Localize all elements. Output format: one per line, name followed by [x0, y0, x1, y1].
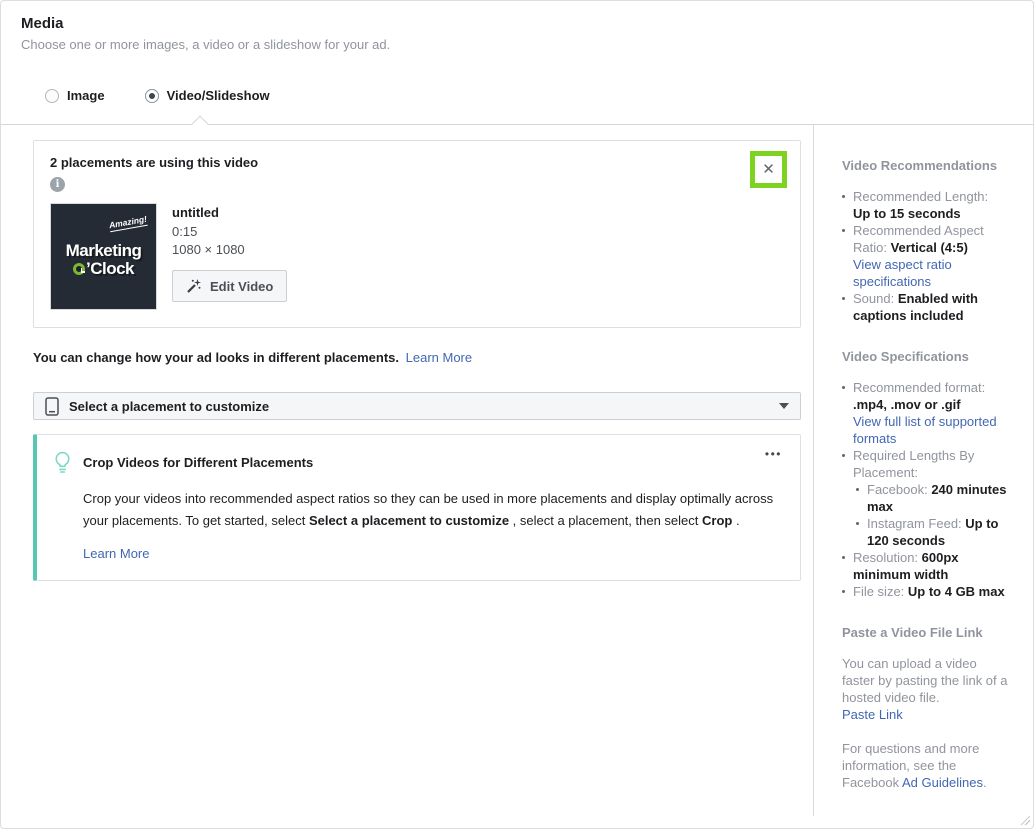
- text-segment: Recommended Length:: [853, 189, 989, 204]
- bullet-dot: [856, 488, 859, 491]
- inline-link[interactable]: Paste Link: [842, 707, 903, 722]
- media-type-selector: [45, 88, 1033, 103]
- text-segment: Facebook:: [867, 482, 932, 497]
- placement-dropdown-label: Select a placement to customize: [69, 398, 270, 414]
- bullet-text: [853, 379, 1011, 447]
- thumbnail-badge-text: Amazing!: [107, 213, 148, 231]
- inline-link[interactable]: View full list of supported formats: [853, 414, 997, 446]
- video-duration: 0:15: [172, 224, 198, 239]
- page-header: [1, 1, 1033, 52]
- bullet-text: [853, 222, 1011, 290]
- inline-link[interactable]: Ad Guidelines: [902, 775, 983, 790]
- placement-customize-dropdown[interactable]: [33, 392, 801, 420]
- device-icon: [45, 397, 59, 416]
- section-divider: [1, 124, 1033, 125]
- sidebar-section-title: Video Recommendations: [842, 158, 998, 173]
- clock-icon: [73, 263, 85, 275]
- sidebar-section-title: Paste a Video File Link: [842, 625, 983, 640]
- main-column: [1, 125, 813, 816]
- crop-tip-link-row: [83, 546, 784, 561]
- text-segment: Sound:: [853, 291, 898, 306]
- placements-note-line: [33, 350, 801, 365]
- bullet-text: [853, 549, 1011, 583]
- remove-video-button[interactable]: [750, 151, 787, 188]
- bullet-dot: [856, 522, 859, 525]
- video-card: [33, 140, 801, 328]
- media-row: [50, 203, 784, 310]
- text-segment: , select a placement, then select: [509, 513, 702, 528]
- bullet-text: [853, 188, 1011, 222]
- bullet-text: [867, 515, 1011, 549]
- text-segment: 600px minimum width: [853, 550, 959, 582]
- text-segment: 240 minutes max: [867, 482, 1007, 514]
- text-segment: Resolution:: [853, 550, 922, 565]
- placements-note-text: You can change how your ad looks in different placements.: [33, 350, 399, 365]
- bullet-dot: [842, 556, 845, 559]
- video-thumbnail[interactable]: [50, 203, 157, 310]
- sidebar-paragraph: [842, 655, 1011, 723]
- sidebar-section-title: Video Specifications: [842, 349, 969, 364]
- lightbulb-icon: [54, 451, 71, 474]
- bullet-text: [867, 481, 1011, 515]
- radio-button-image[interactable]: [45, 89, 59, 103]
- edit-video-label: Edit Video: [210, 278, 274, 294]
- sidebar-bullet: [842, 379, 1011, 447]
- bullet-dot: [842, 590, 845, 593]
- text-segment: Select a placement to customize: [308, 513, 510, 528]
- bullet-dot: [842, 386, 845, 389]
- more-options-button[interactable]: •••: [764, 447, 782, 461]
- crop-learn-more-link[interactable]: Learn More: [83, 546, 150, 561]
- text-segment: Enabled with captions included: [853, 291, 978, 323]
- sidebar-section: [842, 158, 1011, 324]
- bullet-text: [853, 290, 1011, 324]
- text-segment: Crop your videos into recommended aspect ratios so they can be used in more placements and display optimally across your placements. To get started, select: [83, 491, 774, 528]
- text-segment: .mp4, .mov or .gif: [853, 397, 961, 412]
- sidebar-paragraph: [842, 740, 1011, 791]
- sidebar-sections: [813, 125, 1033, 816]
- crop-tip-title: Crop Videos for Different Placements: [83, 455, 314, 470]
- info-icon[interactable]: i: [50, 177, 65, 192]
- video-details: [172, 203, 287, 310]
- sidebar-bullet: [842, 447, 1011, 481]
- text-segment: Recommended format:: [853, 380, 986, 395]
- text-segment: For questions and more information, see the Facebook: [842, 741, 980, 790]
- text-segment: .: [982, 775, 987, 790]
- page-subtitle: Choose one or more images, a video or a slideshow for your ad.: [21, 37, 391, 52]
- crop-tip-body: [83, 488, 784, 532]
- text-segment: Vertical (4:5): [890, 240, 968, 255]
- bullet-text: [853, 583, 1011, 600]
- text-segment: Crop: [702, 513, 733, 528]
- video-name: untitled: [172, 205, 219, 220]
- radio-label-video-slideshow: Video/Slideshow: [166, 88, 270, 103]
- chevron-down-icon: [779, 403, 789, 409]
- text-segment: File size:: [853, 584, 908, 599]
- sidebar-bullet: [842, 188, 1011, 222]
- sidebar-bullet: [842, 222, 1011, 290]
- close-icon: ✕: [762, 161, 775, 178]
- thumbnail-title-line2-text: ’Clock: [85, 259, 135, 278]
- thumbnail-title-line1: Marketing: [65, 241, 142, 260]
- text-segment: Instagram Feed:: [867, 516, 966, 531]
- sidebar-bullet: [856, 515, 1011, 549]
- resize-grip[interactable]: [1019, 814, 1030, 825]
- content-row: [1, 125, 1033, 816]
- placements-heading: 2 placements are using this video: [50, 155, 259, 170]
- magic-wand-icon: [186, 278, 202, 294]
- thumbnail-title-line2: [51, 259, 156, 279]
- text-segment: Up to 4 GB max: [907, 584, 1005, 599]
- bullet-dot: [842, 297, 845, 300]
- text-segment: Recommended Aspect Ratio:: [853, 223, 984, 255]
- text-segment: You can upload a video faster by pasting the link of a hosted video file.: [842, 656, 1008, 705]
- crop-tip-header: [54, 451, 784, 474]
- sidebar-section: [842, 349, 1011, 600]
- inline-link[interactable]: View aspect ratio specifications: [853, 257, 952, 289]
- crop-tip-card: [33, 434, 801, 581]
- learn-more-link[interactable]: Learn More: [405, 350, 473, 365]
- text-segment: Up to 120 seconds: [867, 516, 999, 548]
- bullet-dot: [842, 229, 845, 232]
- bullet-dot: [842, 454, 845, 457]
- radio-option-image[interactable]: [45, 88, 105, 103]
- text-segment: Required Lengths By Placement:: [853, 448, 975, 480]
- sidebar-bullet: [842, 583, 1011, 600]
- text-segment: Up to 15 seconds: [853, 206, 961, 221]
- radio-option-video-slideshow[interactable]: [145, 88, 270, 103]
- sidebar-bullet: [856, 481, 1011, 515]
- bullet-text: [853, 447, 1011, 481]
- edit-video-button[interactable]: [172, 270, 287, 302]
- radio-button-video-slideshow[interactable]: [145, 89, 159, 103]
- text-segment: .: [732, 513, 740, 528]
- sidebar-section: [842, 625, 1011, 791]
- video-dimensions: 1080 × 1080: [172, 242, 245, 257]
- page-title: Media: [21, 15, 64, 32]
- radio-label-image: Image: [67, 88, 105, 103]
- sidebar-bullet: [842, 549, 1011, 583]
- bullet-dot: [842, 195, 845, 198]
- sidebar-bullet: [842, 290, 1011, 324]
